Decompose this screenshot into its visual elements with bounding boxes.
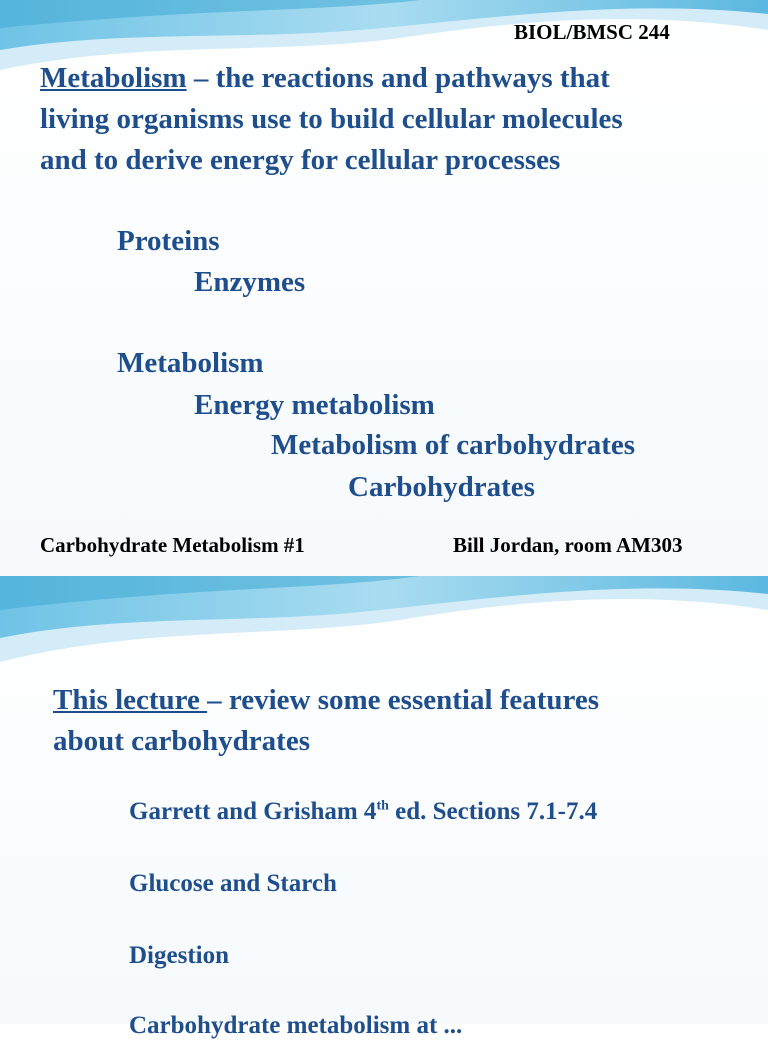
item-partial: Carbohydrate metabolism at ... (129, 1012, 463, 1039)
outline-metabolism: Metabolism (117, 347, 264, 379)
definition-line-2: living organisms use to build cellular molecules (40, 103, 623, 135)
item-digestion: Digestion (129, 942, 229, 969)
item-glucose-starch: Glucose and Starch (129, 870, 337, 897)
course-code: BIOL/BMSC 244 (514, 20, 670, 44)
header-wave-decoration (0, 576, 768, 666)
reference-text: Garrett and Grisham 4 (129, 798, 377, 825)
outline-enzymes: Enzymes (194, 266, 306, 298)
item-reference (129, 798, 597, 826)
footer-title: Carbohydrate Metabolism #1 (40, 533, 305, 557)
outline-carbohydrates: Carbohydrates (348, 471, 535, 503)
slide-2 (0, 576, 768, 1039)
reference-superscript: th (376, 798, 389, 814)
outline-metabolism-of-carbohydrates: Metabolism of carbohydrates (271, 429, 636, 461)
definition-rest: – the reactions and pathways that (186, 62, 610, 94)
intro-term: This lecture (53, 684, 208, 716)
definition-term: Metabolism (40, 62, 187, 94)
intro-rest: – review some essential features (207, 684, 600, 716)
outline-energy-metabolism: Energy metabolism (194, 389, 435, 421)
intro-line-1 (53, 680, 599, 721)
outline-proteins: Proteins (117, 225, 220, 257)
definition-line-1 (40, 58, 610, 99)
definition-line-3: and to derive energy for cellular processes (40, 144, 561, 176)
intro-line-2: about carbohydrates (53, 725, 310, 757)
footer-author: Bill Jordan, room AM303 (453, 533, 683, 557)
reference-sections: ed. Sections 7.1-7.4 (388, 798, 598, 825)
